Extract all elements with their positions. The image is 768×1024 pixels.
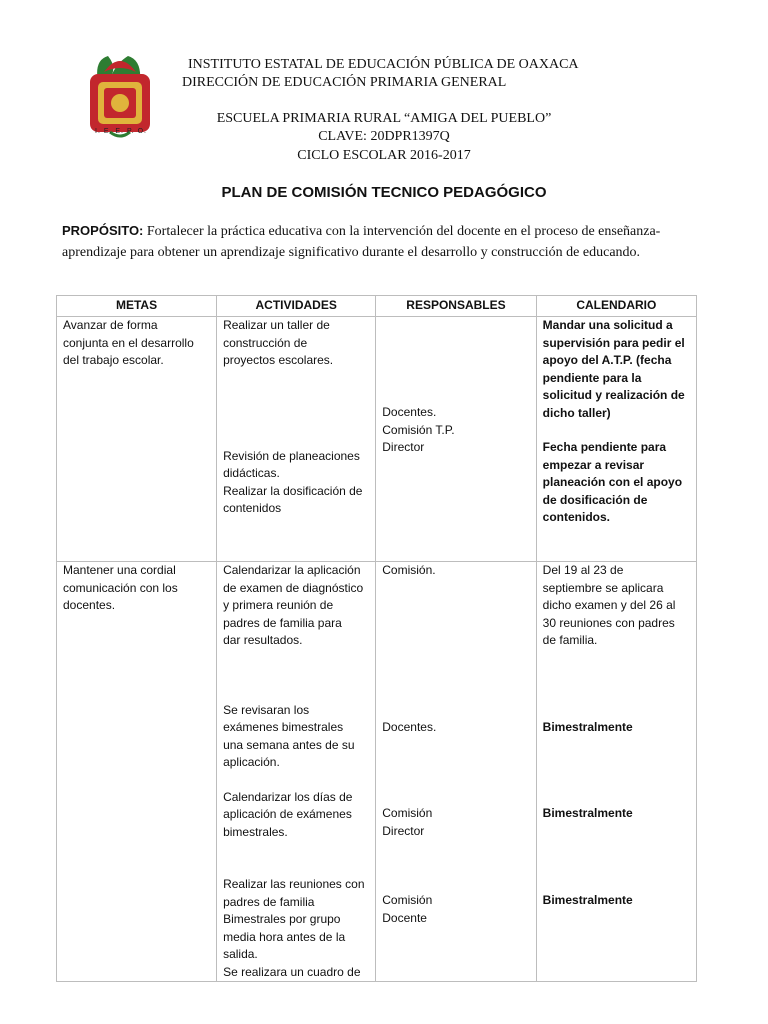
responsible-text: Comisión Docente [382,893,433,925]
activity-cell [217,562,376,982]
responsible-text: Comisión Director [382,806,433,838]
activity-text: Se revisaran los exámenes bimestrales una semana antes de su aplicación. [223,702,355,769]
responsible-cell [376,562,536,982]
calendar-text: Bimestralmente [542,892,633,907]
activity-text: Calendarizar la aplicación de examen de diagnóstico y primera reunión de padres de familia para dar resultados. [223,563,364,647]
responsible-text: Docentes. Comisión T.P. Director [382,405,455,454]
school-code: CLAVE: 20DPR1397Q [318,129,450,144]
school-cycle: CICLO ESCOLAR 2016-2017 [297,148,471,163]
meta-cell [57,317,217,562]
direction-name: DIRECCIÓN DE EDUCACIÓN PRIMARIA GENERAL [182,75,507,90]
meta-text: Avanzar de forma conjunta en el desarrollo del trabajo escolar. [63,318,194,367]
header-calendario: CALENDARIO [536,296,696,317]
activity-cell [217,317,376,562]
table-row [57,562,697,982]
plan-table [56,295,697,982]
calendar-text: Fecha pendiente para empezar a revisar planeación con el apoyo de dosificación de contenidos. [542,440,683,524]
table-row [57,317,697,562]
activity-text: Revisión de planeaciones didácticas. Realizar la dosificación de contenidos [223,448,363,515]
calendar-text: Bimestralmente [542,806,633,820]
purpose-text: Fortalecer la práctica educativa con la intervención del docente en el proceso de enseñanza-aprendizaje para obtener un aprendizaje significativo durante el desarrollo y construcción de educando. [62,224,661,260]
calendar-cell [536,562,696,982]
header-responsables: RESPONSABLES [376,296,536,317]
header-metas: METAS [57,296,217,317]
table-header-row [57,296,697,317]
header-actividades: ACTIVIDADES [217,296,376,317]
meta-text: Mantener una cordial comunicación con los docentes. [63,563,178,612]
calendar-text: Del 19 al 23 de septiembre se aplicara dicho examen y del 26 al 30 reuniones con padres de familia. [542,563,676,647]
institute-name: INSTITUTO ESTATAL DE EDUCACIÓN PÚBLICA DE OAXACA [188,57,579,72]
logo-caption: I. E. E. P. O. [95,128,147,135]
responsible-text: Docentes. [382,719,437,734]
calendar-text: Mandar una solicitud a supervisión para pedir el apoyo del A.T.P. (fecha pendiente para la solicitud y realización de dicho taller) [542,318,685,420]
purpose-label: PROPÓSITO: [62,223,144,238]
school-name: ESCUELA PRIMARIA RURAL “AMIGA DEL PUEBLO” [216,111,552,126]
activity-text: Realizar las reuniones con padres de familia Bimestrales por grupo media hora antes de la salida. Se realizara un cuadro de [223,877,365,979]
activity-text: Calendarizar los días de aplicación de exámenes bimestrales. [223,789,353,839]
meta-cell [57,562,217,982]
calendar-cell [536,317,696,562]
calendar-text: Bimestralmente [542,719,633,734]
purpose-paragraph [62,220,702,263]
responsible-text: Comisión. [382,563,436,577]
document-title: PLAN DE COMISIÓN TECNICO PEDAGÓGICO [221,184,547,201]
responsible-cell [376,317,536,562]
activity-text: Realizar un taller de construcción de proyectos escolares. [223,318,334,367]
